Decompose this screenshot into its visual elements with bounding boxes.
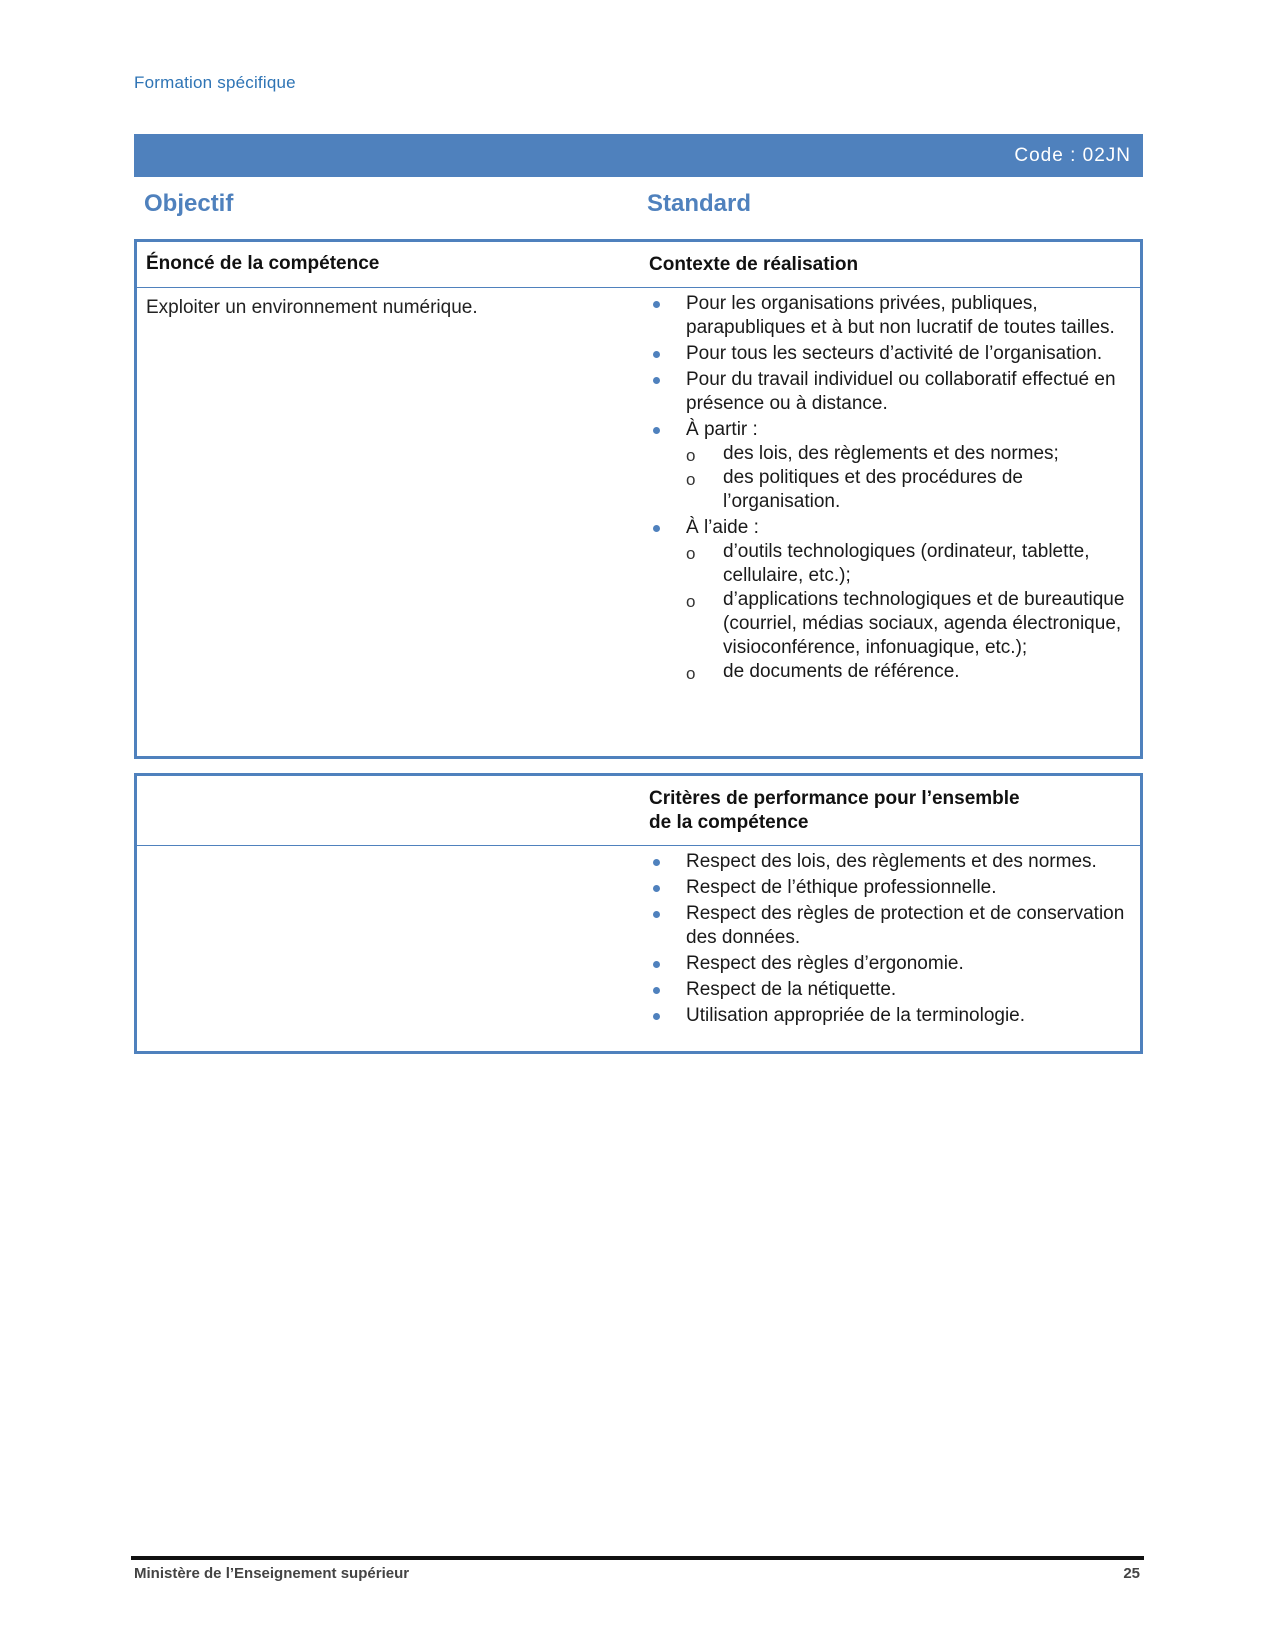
bullet-icon	[653, 351, 660, 358]
criteres-label-line2: de la compétence	[649, 812, 809, 833]
circle-bullet-icon: o	[686, 664, 696, 683]
column-title-standard: Standard	[647, 190, 752, 217]
list-item	[649, 368, 1129, 416]
contexte-label: Contexte de réalisation	[649, 254, 859, 275]
list-item	[649, 1004, 1129, 1028]
bullet-icon	[653, 301, 660, 308]
criteres-label	[649, 787, 1020, 835]
bullet-icon	[653, 885, 660, 892]
sub-list-item-text: des lois, des règlements et des normes;	[723, 443, 1059, 464]
list-item	[649, 978, 1129, 1002]
criteres-list	[649, 850, 1129, 1030]
section-header: Formation spécifique	[134, 73, 296, 92]
sub-list-item-text: des politiques et des procédures de l’organisation.	[723, 467, 1023, 512]
sub-list-item-text: de documents de référence.	[723, 661, 960, 682]
list-item-text: Respect des règles d’ergonomie.	[686, 953, 964, 974]
bullet-icon	[653, 987, 660, 994]
criteres-table	[134, 773, 1143, 1054]
list-item	[649, 902, 1129, 950]
sub-list	[686, 442, 1129, 514]
circle-bullet-icon: o	[686, 544, 696, 563]
list-item-text: À l’aide :	[686, 517, 759, 538]
sub-list-item	[686, 540, 1129, 588]
sub-list-item	[686, 442, 1129, 466]
list-item-text: Pour du travail individuel ou collaboratif effectué en présence ou à distance.	[686, 369, 1116, 414]
competence-table-header	[137, 242, 1140, 288]
list-item-text: Respect de l’éthique professionnelle.	[686, 877, 997, 898]
competence-table	[134, 239, 1143, 759]
page-number: 25	[1123, 1565, 1140, 1582]
list-item	[649, 342, 1129, 366]
sub-list-item	[686, 466, 1129, 514]
list-item-text: Utilisation appropriée de la terminologie.	[686, 1005, 1026, 1026]
criteres-table-header	[137, 776, 1140, 846]
bullet-icon	[653, 427, 660, 434]
bullet-icon	[653, 1013, 660, 1020]
sub-list-item	[686, 588, 1129, 660]
list-item	[649, 418, 1129, 514]
list-item-text: Pour les organisations privées, publiques, parapubliques et à but non lucratif de toutes tailles.	[686, 293, 1115, 338]
enonce-text: Exploiter un environnement numérique.	[146, 297, 478, 318]
circle-bullet-icon: o	[686, 470, 696, 489]
sub-list-item-text: d’applications technologiques et de bureautique (courriel, médias sociaux, agenda électronique, visioconférence, infonuagique, etc.);	[723, 589, 1125, 658]
competency-code: Code : 02JN	[1014, 144, 1131, 166]
column-title-objective: Objectif	[144, 190, 234, 217]
sub-list-item	[686, 660, 1129, 684]
footer-divider	[131, 1556, 1144, 1560]
list-item-text: Pour tous les secteurs d’activité de l’organisation.	[686, 343, 1103, 364]
sub-list-item-text: d’outils technologiques (ordinateur, tablette, cellulaire, etc.);	[723, 541, 1090, 586]
list-item-text: À partir :	[686, 419, 758, 440]
list-item	[649, 952, 1129, 976]
footer-ministry: Ministère de l’Enseignement supérieur	[134, 1565, 410, 1582]
bullet-icon	[653, 377, 660, 384]
enonce-label: Énoncé de la compétence	[146, 253, 380, 274]
criteres-label-line1: Critères de performance pour l’ensemble	[649, 788, 1020, 809]
list-item-text: Respect des lois, des règlements et des normes.	[686, 851, 1097, 872]
bullet-icon	[653, 525, 660, 532]
bullet-icon	[653, 859, 660, 866]
code-bar	[134, 134, 1143, 177]
list-item	[649, 516, 1129, 684]
circle-bullet-icon: o	[686, 446, 696, 465]
list-item	[649, 850, 1129, 874]
list-item-text: Respect des règles de protection et de conservation des données.	[686, 903, 1125, 948]
list-item	[649, 292, 1129, 340]
list-item-text: Respect de la nétiquette.	[686, 979, 897, 1000]
list-item	[649, 876, 1129, 900]
bullet-icon	[653, 911, 660, 918]
bullet-icon	[653, 961, 660, 968]
circle-bullet-icon: o	[686, 592, 696, 611]
contexte-list	[649, 292, 1129, 686]
sub-list	[686, 540, 1129, 684]
